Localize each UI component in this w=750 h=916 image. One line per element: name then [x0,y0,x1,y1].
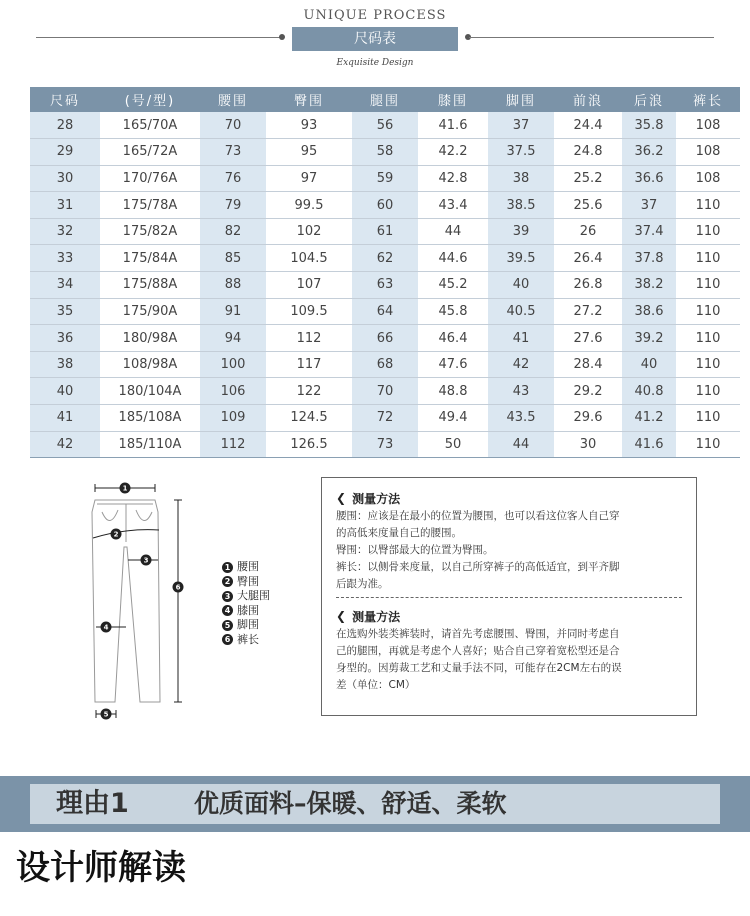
size-table-cell: 30 [554,431,622,458]
header-script-subtitle: Exquisite Design [336,58,414,68]
size-table-cell: 59 [352,165,418,192]
size-table-cell: 36 [30,325,100,352]
size-table-cell: 42.2 [418,139,488,166]
legend-item [222,589,312,604]
size-chart-header [0,0,750,80]
size-table-cell: 29 [30,139,100,166]
method-text-line: 差（单位：CM） [336,679,416,691]
size-table-cell: 70 [352,378,418,405]
size-table-cell: 43.4 [418,192,488,219]
size-table-cell: 44 [418,218,488,245]
reason-banner-inner [30,784,720,824]
chevron-left-icon: ❮ [336,491,347,505]
size-table-cell: 175/84A [100,245,200,272]
method-divider [336,597,682,598]
size-table-cell: 91 [200,298,266,325]
size-table-cell: 110 [676,405,740,432]
size-table-cell: 93 [266,112,352,139]
size-table-cell: 36.6 [622,165,676,192]
size-table-cell: 24.4 [554,112,622,139]
size-table-cell: 175/88A [100,272,200,299]
size-table-header-cell: 脚围 [488,87,554,112]
method-title-1 [336,488,682,508]
diagram-marker-label: 1 [122,484,128,493]
size-table-cell: 37.4 [622,218,676,245]
size-table-cell: 40 [30,378,100,405]
size-table-cell: 50 [418,431,488,458]
size-table-cell: 102 [266,218,352,245]
size-table-cell: 61 [352,218,418,245]
method-text-line: 己的腿围，再就是考虑个人喜好；贴合自己穿着宽松型还是合 [336,645,620,657]
size-table-cell: 41 [488,325,554,352]
size-table-cell: 38.5 [488,192,554,219]
size-table-cell: 29.6 [554,405,622,432]
size-table-cell: 180/104A [100,378,200,405]
size-table-cell: 38 [488,165,554,192]
measurement-method-box [321,477,697,716]
header-divider-right [469,37,714,38]
size-table-cell: 72 [352,405,418,432]
size-table-cell: 30 [30,165,100,192]
method-title-2 [336,606,682,626]
size-table-cell: 100 [200,351,266,378]
size-table-cell: 37 [622,192,676,219]
legend-item [222,604,312,619]
method-text-line: 的高低来度量自己的腰围。 [336,527,462,539]
size-table-cell: 70 [200,112,266,139]
size-table-cell: 48.8 [418,378,488,405]
size-table-cell: 73 [200,139,266,166]
size-table-cell: 180/98A [100,325,200,352]
size-table-cell: 38.2 [622,272,676,299]
size-table-row [30,112,740,139]
size-table-row [30,272,740,299]
size-table-cell: 26 [554,218,622,245]
size-table-cell: 36.2 [622,139,676,166]
size-table-cell: 165/72A [100,139,200,166]
size-table-cell: 110 [676,245,740,272]
size-table-row [30,192,740,219]
method-text-line: 裤长：以侧骨来度量，以自己所穿裤子的高低适宜，到平齐脚 [336,561,620,573]
size-table-cell: 27.6 [554,325,622,352]
diagram-marker-label: 6 [175,583,181,592]
size-table-row [30,325,740,352]
method-text-line: 身型的。因剪裁工艺和丈量手法不同，可能存在2CM左右的误 [336,662,622,674]
method-text-line: 臀围：以臀部最大的位置为臀围。 [336,544,494,556]
header-dot-left [279,34,285,40]
diagram-marker-label: 5 [103,710,109,719]
size-table-cell: 33 [30,245,100,272]
size-table-cell: 28 [30,112,100,139]
legend-item [222,575,312,590]
size-table-header-cell: 膝围 [418,87,488,112]
legend-item [222,560,312,575]
size-table-cell: 41.6 [418,112,488,139]
method-text-1 [336,508,682,593]
size-table-cell: 108/98A [100,351,200,378]
reason-banner [0,776,750,832]
size-table-row [30,245,740,272]
size-table-cell: 108 [676,112,740,139]
size-table-cell: 58 [352,139,418,166]
size-table-cell: 28.4 [554,351,622,378]
size-table-cell: 37 [488,112,554,139]
size-table-cell: 110 [676,325,740,352]
size-table-row [30,378,740,405]
size-table-cell: 73 [352,431,418,458]
diagram-marker-label: 4 [103,623,109,632]
size-table-cell: 26.8 [554,272,622,299]
size-table-cell: 29.2 [554,378,622,405]
header-english-title: UNIQUE PROCESS [303,8,447,23]
size-table-cell: 41 [30,405,100,432]
size-table-cell: 42.8 [418,165,488,192]
method-title-1-text: 测量方法 [352,491,401,506]
size-table-cell: 34 [30,272,100,299]
size-table-cell: 37.8 [622,245,676,272]
size-table-cell: 108 [676,139,740,166]
size-table-row [30,431,740,458]
legend-number-icon: 5 [222,620,233,631]
size-table-header-cell: 前浪 [554,87,622,112]
method-text-2 [336,626,682,694]
method-text-line: 在选购外装类裤装时，请首先考虑腰围、臀围，并同时考虑自 [336,628,620,640]
size-table-cell: 39.5 [488,245,554,272]
method-text-line: 腰围：应该是在最小的位置为腰围，也可以看这位客人自己穿 [336,510,620,522]
size-table-cell: 41.6 [622,431,676,458]
size-table-cell: 40.8 [622,378,676,405]
size-table-cell: 49.4 [418,405,488,432]
legend-number-icon: 4 [222,605,233,616]
legend-label: 裤长 [237,632,259,646]
size-table-cell: 64 [352,298,418,325]
size-table-cell: 94 [200,325,266,352]
size-table-cell: 185/110A [100,431,200,458]
size-table-cell: 110 [676,272,740,299]
size-table-cell: 37.5 [488,139,554,166]
size-table-cell: 38 [30,351,100,378]
size-table [30,87,740,458]
size-table-cell: 25.6 [554,192,622,219]
size-table-cell: 40 [488,272,554,299]
size-table-cell: 99.5 [266,192,352,219]
size-table-cell: 25.2 [554,165,622,192]
size-table-cell: 107 [266,272,352,299]
size-table-cell: 112 [266,325,352,352]
size-table-cell: 124.5 [266,405,352,432]
legend-item [222,618,312,633]
size-table-row [30,405,740,432]
header-divider-left [36,37,281,38]
size-table-cell: 39 [488,218,554,245]
designer-title: 设计师解读 [16,848,186,888]
size-table-cell: 95 [266,139,352,166]
size-table-header-cell: 腰围 [200,87,266,112]
size-table-cell: 47.6 [418,351,488,378]
size-table-cell: 110 [676,351,740,378]
size-table-cell: 31 [30,192,100,219]
size-table-cell: 45.2 [418,272,488,299]
size-table-cell: 26.4 [554,245,622,272]
size-table-row [30,165,740,192]
legend-number-icon: 2 [222,576,233,587]
size-table-cell: 112 [200,431,266,458]
size-table-header-cell: 后浪 [622,87,676,112]
size-table-header-cell: 尺码 [30,87,100,112]
size-table-cell: 185/108A [100,405,200,432]
size-table-header-cell: 腿围 [352,87,418,112]
legend-label: 脚围 [237,618,259,632]
size-table-cell: 106 [200,378,266,405]
size-table-cell: 108 [676,165,740,192]
size-table-cell: 110 [676,431,740,458]
size-table-cell: 44.6 [418,245,488,272]
size-table-cell: 68 [352,351,418,378]
size-table-cell: 35.8 [622,112,676,139]
size-table-header-cell: 裤长 [676,87,740,112]
size-table-cell: 109.5 [266,298,352,325]
size-table-header-cell: 臀围 [266,87,352,112]
size-table-cell: 39.2 [622,325,676,352]
size-table-row [30,218,740,245]
size-table-header-row [30,87,740,112]
size-table-cell: 38.6 [622,298,676,325]
size-table-cell: 126.5 [266,431,352,458]
diagram-marker-label: 2 [113,530,119,539]
reason-number: 理由1 [56,788,129,819]
size-table-cell: 43 [488,378,554,405]
size-table-cell: 97 [266,165,352,192]
size-table-cell: 170/76A [100,165,200,192]
size-table-cell: 122 [266,378,352,405]
size-table-body [30,112,740,458]
legend-number-icon: 3 [222,591,233,602]
size-table-cell: 42 [488,351,554,378]
size-table-cell: 43.5 [488,405,554,432]
size-table-cell: 110 [676,378,740,405]
size-table-cell: 104.5 [266,245,352,272]
legend-label: 大腿围 [237,589,270,603]
reason-text: 优质面料–保暖、舒适、柔软 [194,789,507,818]
size-table-cell: 109 [200,405,266,432]
size-table-cell: 76 [200,165,266,192]
size-table-cell: 165/70A [100,112,200,139]
diagram-marker-label: 3 [143,556,149,565]
trouser-outline-icon [80,472,210,722]
size-table-cell: 27.2 [554,298,622,325]
measurement-legend [222,560,312,647]
size-table-cell: 60 [352,192,418,219]
size-table-cell: 85 [200,245,266,272]
method-text-line: 后跟为准。 [336,578,389,590]
size-table-header-cell: (号/型) [100,87,200,112]
size-table-cell: 79 [200,192,266,219]
size-table-cell: 42 [30,431,100,458]
size-table-cell: 117 [266,351,352,378]
size-table-cell: 82 [200,218,266,245]
size-table-cell: 110 [676,298,740,325]
size-table-cell: 35 [30,298,100,325]
size-table-cell: 110 [676,218,740,245]
legend-number-icon: 6 [222,634,233,645]
size-table-cell: 40 [622,351,676,378]
legend-label: 腰围 [237,560,259,574]
size-table-cell: 32 [30,218,100,245]
chevron-left-icon: ❮ [336,609,347,623]
size-table-cell: 40.5 [488,298,554,325]
size-table-cell: 45.8 [418,298,488,325]
size-table-cell: 62 [352,245,418,272]
trouser-measurement-diagram [80,472,210,722]
size-table-cell: 88 [200,272,266,299]
method-title-2-text: 测量方法 [352,609,401,624]
header-badge: 尺码表 [292,27,458,51]
size-table-cell: 63 [352,272,418,299]
size-table-cell: 41.2 [622,405,676,432]
size-table-row [30,351,740,378]
size-table-cell: 44 [488,431,554,458]
size-table-cell: 56 [352,112,418,139]
legend-number-icon: 1 [222,562,233,573]
size-table-cell: 175/90A [100,298,200,325]
size-table-cell: 46.4 [418,325,488,352]
size-table-cell: 175/82A [100,218,200,245]
legend-label: 臀围 [237,574,259,588]
legend-item [222,633,312,648]
size-table-row [30,298,740,325]
size-table-cell: 66 [352,325,418,352]
size-table-cell: 24.8 [554,139,622,166]
legend-label: 膝围 [237,603,259,617]
size-table-cell: 175/78A [100,192,200,219]
size-table-row [30,139,740,166]
size-table-cell: 110 [676,192,740,219]
